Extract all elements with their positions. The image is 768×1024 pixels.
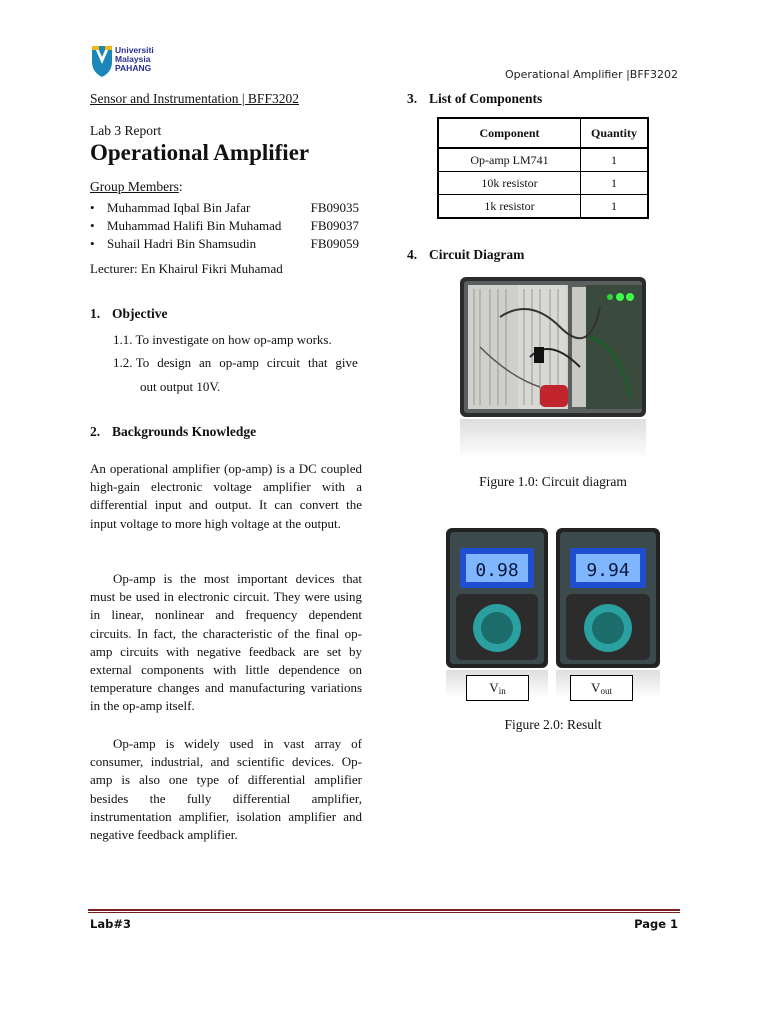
university-logo xyxy=(90,44,170,80)
vin-label: V xyxy=(489,680,499,695)
section-title: Circuit Diagram xyxy=(429,247,525,262)
member-id: FB09059 xyxy=(310,236,359,251)
column-header: Component xyxy=(438,118,581,148)
objective-number: 1.1. xyxy=(113,332,133,347)
table-cell: 10k resistor xyxy=(438,172,581,195)
group-members-label: Group Members xyxy=(90,179,179,194)
objective-text: To investigate on how op-amp works. xyxy=(135,332,332,347)
components-heading xyxy=(407,91,542,107)
header-title: Operational Amplifier |BFF3202 xyxy=(505,68,678,81)
meter-reading-out: 9.94 xyxy=(586,560,630,581)
objective-item-continuation: out output 10V. xyxy=(140,379,221,394)
table-cell: 1 xyxy=(581,195,649,219)
vout-subscript: out xyxy=(600,686,612,696)
objective-text: To design an op-amp circuit that give xyxy=(135,355,358,370)
table-row xyxy=(438,148,648,172)
section-title: List of Components xyxy=(429,91,543,106)
objective-number: 1.2. xyxy=(113,355,133,370)
meter-reading-in: 0.98 xyxy=(475,560,519,581)
table-cell: Op-amp LM741 xyxy=(438,148,581,172)
components-table xyxy=(437,117,649,219)
logo-line-2: Malaysia xyxy=(115,54,151,64)
background-paragraph-2: Op-amp is the most important devices that must be used in electronic circuit. They were using in linear, nonlinear and frequency dependent circuits. In fact, the characteristic of the final op-amp circuits with negative feedback are set by external components with little dependence on temperature changes and manufacturing variations in the op-amp itself. xyxy=(90,571,362,714)
member-item xyxy=(90,199,362,217)
course-title: Sensor and Instrumentation | BFF3202 xyxy=(90,91,299,106)
bullet-icon: • xyxy=(90,236,95,251)
member-item xyxy=(90,235,362,253)
vout-label-box xyxy=(570,675,633,701)
lab-label: Lab 3 Report xyxy=(90,123,162,138)
report-title: Operational Amplifier xyxy=(90,140,310,165)
section-number: 3. xyxy=(407,91,418,106)
page-number: Page 1 xyxy=(634,917,678,931)
member-name: Muhammad Halifi Bin Muhamad xyxy=(107,218,282,233)
background-paragraph-1: An operational amplifier (op-amp) is a DC coupled high-gain electronic voltage amplifier with a differential input and output. It can convert the input voltage to more high voltage at the output. xyxy=(90,461,362,531)
logo-text xyxy=(115,46,154,73)
objective-heading xyxy=(90,306,167,322)
member-name: Suhail Hadri Bin Shamsudin xyxy=(107,236,257,251)
table-header-row xyxy=(438,118,648,148)
section-number: 1. xyxy=(90,306,101,321)
multimeter-vin-photo xyxy=(446,528,548,698)
table-row xyxy=(438,172,648,195)
footer-divider xyxy=(88,909,680,911)
circuit-heading xyxy=(407,247,524,263)
logo-line-3: PAHANG xyxy=(115,63,152,73)
section-number: 4. xyxy=(407,247,418,262)
footer-divider-thin xyxy=(88,912,680,913)
member-id: FB09037 xyxy=(310,218,359,233)
vout-label: V xyxy=(591,680,601,695)
circuit-photo xyxy=(460,277,646,463)
multimeter-vout-photo xyxy=(556,528,660,698)
background-heading xyxy=(90,424,256,440)
member-id: FB09035 xyxy=(310,200,359,215)
table-cell: 1 xyxy=(581,148,649,172)
background-paragraph-3: Op-amp is widely used in vast array of consumer, industrial, and scientific devices. Op-amp is also one type of differential amplifier besides the fully differential amplifier, instrumentation amplifier, isolation amplifier and negative feedback amplifier. xyxy=(90,736,362,843)
table-cell: 1k resistor xyxy=(438,195,581,219)
table-cell: 1 xyxy=(581,172,649,195)
member-name: Muhammad Iqbal Bin Jafar xyxy=(107,200,251,215)
bullet-icon: • xyxy=(90,200,95,215)
lecturer-line: Lecturer: En Khairul Fikri Muhamad xyxy=(90,261,283,276)
member-item xyxy=(90,217,362,235)
column-header: Quantity xyxy=(581,118,649,148)
logo-line-1: Universiti xyxy=(115,45,154,55)
table-row xyxy=(438,195,648,219)
section-title: Objective xyxy=(112,306,168,321)
vin-subscript: in xyxy=(498,686,506,696)
vin-label-box xyxy=(466,675,529,701)
shield-icon xyxy=(90,44,114,78)
figure-1-caption: Figure 1.0: Circuit diagram xyxy=(479,474,627,489)
section-title: Backgrounds Knowledge xyxy=(112,424,257,439)
section-number: 2. xyxy=(90,424,101,439)
members-list xyxy=(90,199,362,253)
footer-left: Lab#3 xyxy=(90,917,131,931)
group-members-colon: : xyxy=(178,179,183,194)
objective-item xyxy=(113,351,363,375)
objective-item xyxy=(113,328,363,352)
group-members-heading xyxy=(90,179,183,195)
bullet-icon: • xyxy=(90,218,95,233)
figure-2-caption: Figure 2.0: Result xyxy=(504,717,602,732)
